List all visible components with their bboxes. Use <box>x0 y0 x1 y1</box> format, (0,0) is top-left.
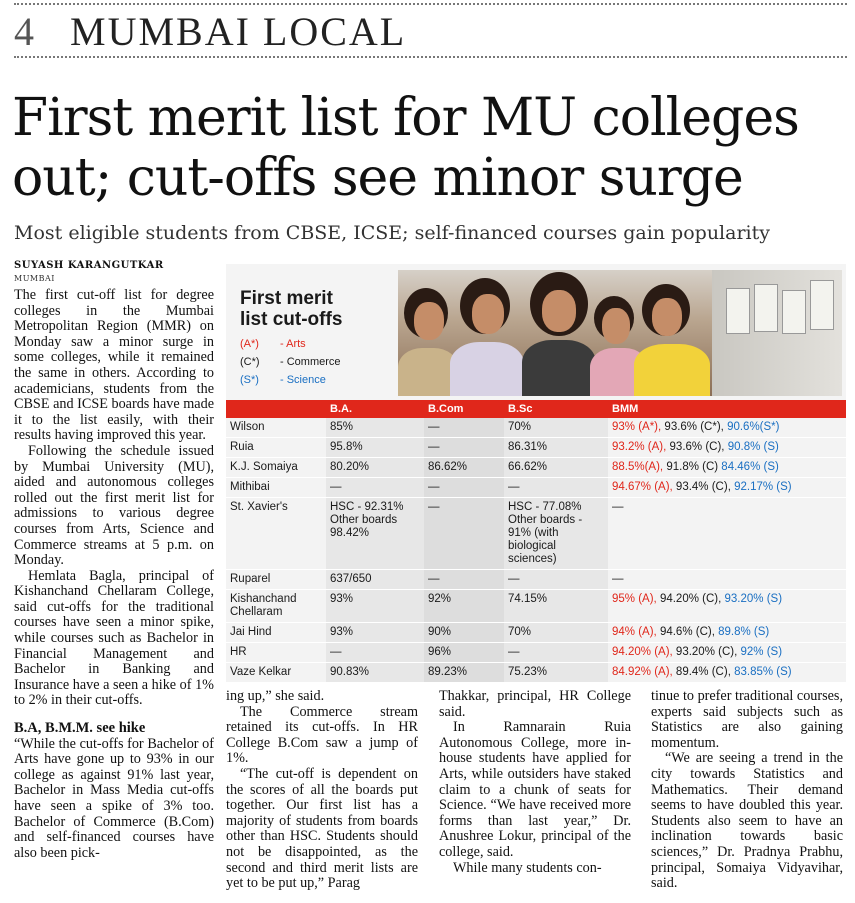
graphic-title-line-2: list cut-offs <box>240 309 343 330</box>
bmm-cutoff <box>608 418 846 438</box>
article-subheading: B.A, B.M.M. see hike <box>14 720 146 737</box>
bmm-arts: 94% (A), <box>612 626 660 638</box>
bmm-science: 84.46% (S) <box>721 461 779 473</box>
legend-code: (A*) <box>240 338 259 350</box>
bsc-cutoff: 86.31% <box>504 438 608 458</box>
bmm-cutoff <box>608 438 846 458</box>
bmm-commerce: — <box>612 501 624 513</box>
bmm-cutoff <box>608 478 846 498</box>
college-name: Ruparel <box>226 570 326 590</box>
student-clothing <box>398 348 458 396</box>
column-header <box>226 400 326 418</box>
column-header: B.A. <box>326 400 424 418</box>
table-row <box>226 590 846 623</box>
article-subhead: Most eligible students from CBSE, ICSE; self-financed courses gain popularity <box>14 222 770 244</box>
paragraph: “While the cut-offs for Bachelor of Arts have gone up to 93% in our college as against 91% last year, Bachelor in Mass Media cut-offs have seen a spike of 3% too. Bachelor of Commerce (B.Com) and self-financed courses have also been pick- <box>14 735 214 861</box>
page-number: 4 <box>14 9 34 54</box>
ba-cutoff: HSC - 92.31% Other boards 98.42% <box>326 498 424 570</box>
bcom-cutoff: 86.62% <box>424 458 504 478</box>
bmm-commerce: 94.6% (C), <box>659 626 719 638</box>
bsc-cutoff: 70% <box>504 418 608 438</box>
bcom-cutoff: 89.23% <box>424 663 504 683</box>
bmm-cutoff <box>608 663 846 683</box>
college-name: Mithibai <box>226 478 326 498</box>
bsc-cutoff: 74.15% <box>504 590 608 623</box>
table-header-row <box>226 400 846 418</box>
bmm-commerce: 93.6% (C), <box>669 441 728 453</box>
paragraph: While many students con- <box>453 859 602 876</box>
bmm-arts: 95% (A), <box>612 593 660 605</box>
ba-cutoff: 85% <box>326 418 424 438</box>
bmm-commerce: 91.8% (C) <box>666 461 722 473</box>
legend-commerce <box>240 356 341 368</box>
table-row <box>226 643 846 663</box>
table-row <box>226 438 846 458</box>
notice-paper <box>810 280 834 330</box>
merit-list-graphic <box>226 264 846 682</box>
byline-author: SUYASH KARANGUTKAR <box>14 260 164 271</box>
graphic-title-line-1: First merit <box>240 288 333 309</box>
paragraph: Thakkar, principal, HR College said. <box>439 688 631 720</box>
bmm-cutoff <box>608 458 846 478</box>
bcom-cutoff: — <box>424 570 504 590</box>
bmm-commerce: 94.20% (C), <box>659 593 725 605</box>
bsc-cutoff: HSC - 77.08% Other boards - 91% (with biological sciences) <box>504 498 608 570</box>
notice-paper <box>782 290 806 334</box>
bcom-cutoff: 96% <box>424 643 504 663</box>
ba-cutoff: — <box>326 478 424 498</box>
paragraph: tinue to prefer traditional courses, experts said subjects such as Statistics are also gaining momentum. <box>651 688 843 751</box>
student-clothing <box>634 344 710 396</box>
bsc-cutoff: 70% <box>504 623 608 643</box>
graphic-title <box>240 288 342 330</box>
bcom-cutoff: — <box>424 438 504 458</box>
bmm-commerce: 93.4% (C), <box>675 481 735 493</box>
legend-code: (S*) <box>240 374 259 386</box>
paragraph: Following the schedule issued by Mumbai University (MU), aided and autonomous colleges rolled out the first merit list for admissions to various degree courses from Arts, Science and Commerce streams at 5 p.m. on Monday. <box>14 442 214 569</box>
bcom-cutoff: — <box>424 418 504 438</box>
article-column-4 <box>651 689 843 892</box>
table-row <box>226 418 846 438</box>
student-clothing <box>522 340 596 396</box>
student-face <box>602 308 630 344</box>
bmm-cutoff <box>608 570 846 590</box>
page-header <box>0 0 855 64</box>
college-name: St. Xavier's <box>226 498 326 570</box>
paragraph: The Commerce stream retained its cut-offs. In HR College B.Com saw a jump of 1%. <box>226 703 418 767</box>
bmm-science: 83.85% (S) <box>734 666 792 678</box>
section-title: MUMBAI LOCAL <box>70 9 407 54</box>
graphic-header-panel <box>226 264 846 400</box>
bmm-science: 89.8% (S) <box>718 626 770 638</box>
bmm-cutoff <box>608 498 846 570</box>
paragraph: “The cut-off is dependent on the scores of all the boards put together. Our first list has a majority of students from boards other than HSC. Students should not be disappointed, as the second and third merit lists are yet to be put up,” Parag <box>226 765 418 892</box>
bmm-arts: 93% (A*), <box>612 421 665 433</box>
article-column-2 <box>226 689 418 892</box>
table-row <box>226 458 846 478</box>
college-name: Ruia <box>226 438 326 458</box>
header-dotted-rule-bottom <box>14 56 847 58</box>
header-dotted-rule-top <box>14 3 847 5</box>
bmm-science: 92% (S) <box>740 646 783 658</box>
legend-label: - Commerce <box>280 356 341 368</box>
bmm-commerce: 89.4% (C), <box>675 666 735 678</box>
table-row <box>226 570 846 590</box>
bmm-arts: 94.20% (A), <box>612 646 676 658</box>
paragraph: In Ramnarain Ruia Autonomous College, more in-house students have applied for Arts, while outsiders have staked claim to a chunk of seats for Science. “We have received more forms than last year,” Dr. Anushree Lokur, principal of the college, said. <box>439 719 631 860</box>
students-photo <box>398 270 842 396</box>
notice-paper <box>726 288 750 334</box>
bmm-science: 92.17% (S) <box>734 481 792 493</box>
paragraph: The first cut-off list for degree colleges in the Mumbai Metropolitan Region (MMR) on Monday saw a minor surge in some colleges, while it remained the same in others. According to academicians, students from the CBSE and ICSE boards have made it to the list easily, with their results having improved this year. <box>14 287 214 444</box>
bsc-cutoff: — <box>504 478 608 498</box>
table-row <box>226 498 846 570</box>
legend-label: - Arts <box>280 338 306 350</box>
table-row <box>226 478 846 498</box>
legend-science <box>240 374 326 386</box>
paragraph: ing up,” she said. <box>226 688 325 704</box>
column-header: B.Com <box>424 400 504 418</box>
bmm-arts: 93.2% (A), <box>612 441 670 453</box>
table-row <box>226 623 846 643</box>
bmm-cutoff <box>608 623 846 643</box>
table-row <box>226 663 846 683</box>
student-face <box>414 302 444 340</box>
column-header: BMM <box>608 400 846 418</box>
student-face <box>542 290 576 332</box>
column-header: B.Sc <box>504 400 608 418</box>
bsc-cutoff: — <box>504 643 608 663</box>
paragraph: “We are seeing a trend in the city towards Statistics and Mathematics. Their demand seems to have doubled this year. Students also seem to have an inclination towards basic sciences,” Dr. Pradnya Prabhu, principal, Somaiya Vidyavihar, said. <box>651 750 843 892</box>
student-clothing <box>450 342 524 396</box>
bcom-cutoff: 92% <box>424 590 504 623</box>
college-name: Kishanchand Chellaram <box>226 590 326 623</box>
article-column-1 <box>14 288 214 861</box>
ba-cutoff: 90.83% <box>326 663 424 683</box>
article-column-3 <box>439 689 631 876</box>
ba-cutoff: — <box>326 643 424 663</box>
ba-cutoff: 93% <box>326 590 424 623</box>
cutoff-table <box>226 400 846 683</box>
byline-place: MUMBAI <box>14 274 55 283</box>
bcom-cutoff: — <box>424 478 504 498</box>
legend-code: (C*) <box>240 356 260 368</box>
college-name: Jai Hind <box>226 623 326 643</box>
bmm-commerce: — <box>612 573 624 585</box>
college-name: K.J. Somaiya <box>226 458 326 478</box>
paragraph: Hemlata Bagla, principal of Kishanchand Chellaram College, said cut-offs for the traditional courses have seen a minor spike, while courses such as Bachelor in Financial Management and Bachelor in Banking and Insurance have a seen a hike of 1% to 2% in their cut-offs. <box>14 567 214 709</box>
notice-paper <box>754 284 778 332</box>
legend-arts <box>240 338 306 350</box>
ba-cutoff: 637/650 <box>326 570 424 590</box>
bmm-science: 93.20% (S) <box>724 593 783 605</box>
bsc-cutoff: 75.23% <box>504 663 608 683</box>
bmm-commerce: 93.6% (C*), <box>664 421 728 433</box>
college-name: HR <box>226 643 326 663</box>
bsc-cutoff: — <box>504 570 608 590</box>
legend-label: - Science <box>280 374 326 386</box>
bmm-science: 90.6%(S*) <box>727 421 780 433</box>
bcom-cutoff: 90% <box>424 623 504 643</box>
article-headline: First merit list for MU colleges out; cut-offs see minor surge <box>12 88 799 208</box>
ba-cutoff: 95.8% <box>326 438 424 458</box>
bmm-arts: 94.67% (A), <box>612 481 676 493</box>
ba-cutoff: 80.20% <box>326 458 424 478</box>
bmm-arts: 84.92% (A), <box>612 666 676 678</box>
bmm-cutoff <box>608 590 846 623</box>
student-face <box>652 298 682 336</box>
college-name: Vaze Kelkar <box>226 663 326 683</box>
bmm-commerce: 93.20% (C), <box>675 646 741 658</box>
college-name: Wilson <box>226 418 326 438</box>
bmm-science: 90.8% (S) <box>727 441 779 453</box>
bmm-cutoff <box>608 643 846 663</box>
bcom-cutoff: — <box>424 498 504 570</box>
bsc-cutoff: 66.62% <box>504 458 608 478</box>
student-face <box>472 294 504 334</box>
ba-cutoff: 93% <box>326 623 424 643</box>
bmm-arts: 88.5%(A), <box>612 461 667 473</box>
